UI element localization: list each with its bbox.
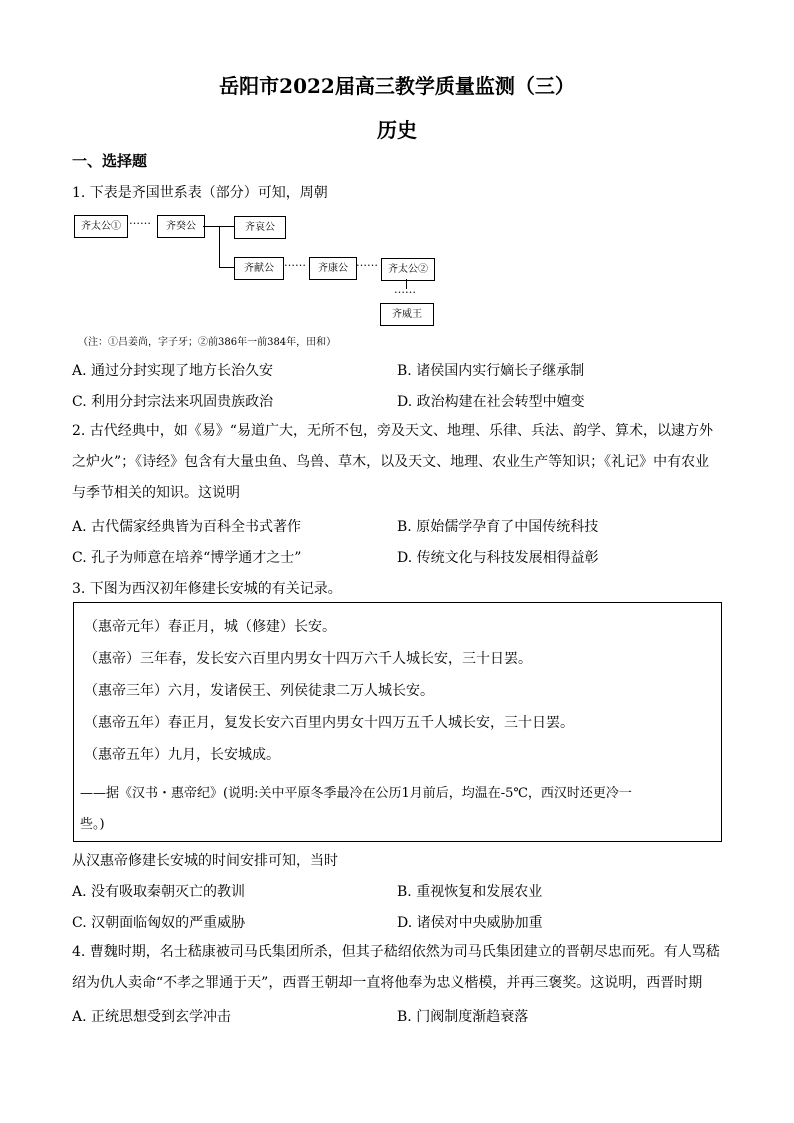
q1-option-d[interactable]: D. 政治构建在社会转型中嬗变 [397, 394, 585, 410]
node-qi-xiangong: 齐献公 [234, 257, 284, 280]
q2-option-a[interactable]: A. 古代儒家经典皆为百科全书式著作 [72, 519, 302, 535]
section-heading: 一、选择题 [72, 152, 148, 170]
record-line: （惠帝五年）春正月，复发长安六百里内男女十四万五千人城长安，三十日罢。 [84, 715, 574, 731]
record-line: （惠帝三年）六月，发诸侯王、列侯徒隶二万人城长安。 [84, 683, 434, 699]
q3-stem: 3. 下图为西汉初年修建长安城的有关记录。 [72, 581, 342, 597]
connector [219, 226, 220, 268]
q3-option-c[interactable]: C. 汉朝面临匈奴的严重威胁 [72, 915, 246, 931]
node-qi-guigong: 齐癸公 [157, 215, 205, 238]
node-qi-taigong-1: 齐太公① [74, 215, 128, 238]
node-qi-aigong: 齐哀公 [234, 216, 286, 239]
q2-option-b[interactable]: B. 原始儒学孕育了中国传统科技 [397, 519, 599, 535]
q4-option-b[interactable]: B. 门阀制度渐趋衰落 [397, 1009, 529, 1025]
page-title: 岳阳市2022届高三教学质量监测（三） [219, 74, 575, 98]
q1-option-c[interactable]: C. 利用分封宗法来巩固贵族政治 [72, 394, 274, 410]
q2-option-d[interactable]: D. 传统文化与科技发展相得益彰 [397, 550, 599, 566]
connector [203, 226, 219, 227]
q1-stem: 1. 下表是齐国世系表（部分）可知，周朝 [72, 185, 328, 201]
q2-option-c[interactable]: C. 孔子为师意在培养“博学通才之士” [72, 550, 302, 566]
q3-option-b[interactable]: B. 重视恢复和发展农业 [397, 884, 543, 900]
succession-dots: …… [394, 283, 416, 296]
historical-record-box [73, 602, 722, 842]
node-qi-weiwang: 齐威王 [380, 303, 434, 326]
succession-dots: …… [129, 214, 151, 227]
record-line: （惠帝五年）九月，长安城成。 [84, 747, 280, 763]
chart-note: （注：①吕姜尚，字子牙；②前386年一前384年，田和） [78, 337, 337, 348]
succession-dots: …… [284, 256, 306, 269]
q1-option-b[interactable]: B. 诸侯国内实行嫡长子继承制 [397, 363, 585, 379]
record-source-cont: 些。) [80, 817, 105, 832]
node-qi-taigong-2: 齐太公② [381, 258, 435, 281]
connector [219, 267, 234, 268]
subject-title: 历史 [377, 118, 417, 142]
q2-stem: 2. 古代经典中，如《易》“易道广大，无所不包，旁及天文、地理、乐律、兵法、韵学、算术，以逮方外之炉火”；《诗经》包含有大量虫鱼、鸟兽、草木，以及天文、地理、农业生产等知识；《礼记》中有农业与季节相关的知识。这说明 [72, 423, 713, 501]
q3-option-a[interactable]: A. 没有吸取秦朝灭亡的教训 [72, 884, 246, 900]
q1-option-a[interactable]: A. 通过分封实现了地方长治久安 [72, 363, 274, 379]
succession-dots: …… [356, 256, 378, 269]
q3-option-d[interactable]: D. 诸侯对中央威胁加重 [397, 915, 543, 931]
node-qi-kanggong: 齐康公 [309, 257, 357, 280]
q4-option-a[interactable]: A. 正统思想受到玄学冲击 [72, 1009, 232, 1025]
q3-question: 从汉惠帝修建长安城的时间安排可知，当时 [72, 853, 338, 869]
record-source: ——据《汉书・惠帝纪》(说明:关中平原冬季最冷在公历1月前后，均温在-5℃，西汉时还更冷一 [80, 786, 632, 801]
q4-stem: 4. 曹魏时期，名士嵇康被司马氏集团所杀，但其子嵇绍依然为司马氏集团建立的晋朝尽忠而死。有人骂嵇绍为仇人卖命“不孝之罪通于天”，西晋王朝却一直将他奉为忠义楷模，并再三褒奖。这说明，西晋时期 [72, 944, 720, 991]
connector [219, 226, 234, 227]
record-line: （惠帝元年）春正月，城（修建）长安。 [84, 619, 336, 635]
record-line: （惠帝）三年春，发长安六百里内男女十四万六千人城长安，三十日罢。 [84, 651, 532, 667]
